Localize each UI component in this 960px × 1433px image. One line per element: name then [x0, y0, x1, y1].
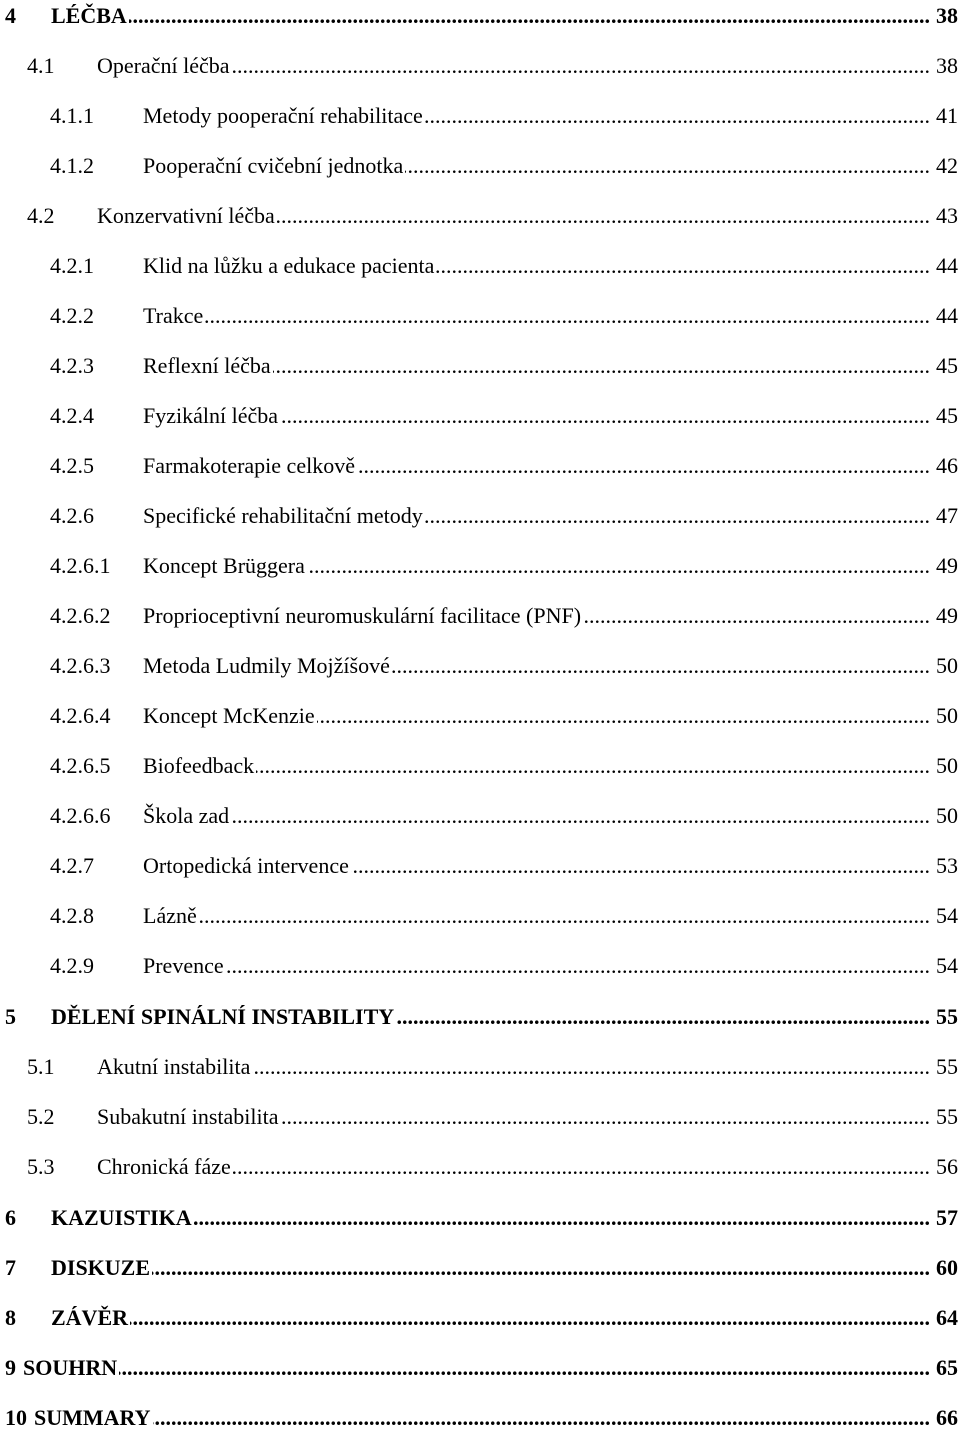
toc-entry[interactable]: [0, 1102, 960, 1132]
toc-entry-title: Trakce: [143, 303, 204, 328]
toc-entry-title: Škola zad: [143, 803, 230, 828]
toc-entry[interactable]: [0, 751, 960, 781]
toc-entry[interactable]: [0, 1353, 960, 1383]
toc-entry-title: Lázně: [143, 903, 197, 928]
toc-entry-page: 42: [936, 153, 958, 178]
toc-entry-page: 46: [936, 453, 958, 478]
toc-entry-page: 55: [936, 1104, 958, 1129]
toc-entry[interactable]: [0, 1253, 960, 1283]
toc-entry-title: Prevence: [143, 953, 224, 978]
toc-entry-title: Koncept Brüggera: [143, 553, 305, 578]
toc-entry-page: 38: [936, 3, 958, 28]
toc-entry-title: Chronická fáze: [97, 1154, 231, 1179]
toc-entry-page: 50: [936, 653, 958, 678]
toc-entry-number: 4.2: [27, 203, 55, 228]
toc-entry-title: Operační léčba: [97, 53, 230, 78]
toc-entry[interactable]: [0, 201, 960, 231]
toc-entry[interactable]: [0, 1203, 960, 1233]
toc-entry-number: 4: [5, 3, 16, 28]
toc-entry-title: DISKUZE: [51, 1255, 151, 1280]
toc-entry[interactable]: [0, 951, 960, 981]
toc-entry-page: 55: [936, 1054, 958, 1079]
toc-entry-number: 4.2.6: [50, 503, 94, 528]
toc-entry-page: 56: [936, 1154, 958, 1179]
toc-entry[interactable]: [0, 251, 960, 281]
toc-entry-number: 4.1: [27, 53, 55, 78]
toc-entry-number: 4.2.2: [50, 303, 94, 328]
toc-entry-title: Metoda Ludmily Mojžíšové: [143, 653, 390, 678]
toc-entry[interactable]: [0, 1002, 960, 1032]
toc-entry-page: 44: [936, 253, 958, 278]
toc-entry-page: 49: [936, 603, 958, 628]
toc-entry-title: Metody pooperační rehabilitace: [143, 103, 423, 128]
toc-entry-page: 54: [936, 953, 958, 978]
toc-entry[interactable]: [0, 1403, 960, 1433]
toc-entry-number: 4.2.8: [50, 903, 94, 928]
toc-entry[interactable]: [0, 151, 960, 181]
toc-entry[interactable]: [0, 851, 960, 881]
toc-entry-number: 4.2.1: [50, 253, 94, 278]
toc-entry-number: 5: [5, 1004, 16, 1029]
toc-entry-title: Klid na lůžku a edukace pacienta: [143, 253, 435, 278]
toc-entry-page: 54: [936, 903, 958, 928]
toc-entry-page: 50: [936, 753, 958, 778]
toc-entry-title: Fyzikální léčba: [143, 403, 279, 428]
toc-entry-page: 65: [936, 1355, 958, 1380]
toc-entry-number: 4.2.6.4: [50, 703, 111, 728]
toc-entry-number: 4.2.9: [50, 953, 94, 978]
toc-entry-number: 4.2.3: [50, 353, 94, 378]
toc-entry-page: 50: [936, 703, 958, 728]
toc-entry-title: LÉČBA: [51, 3, 127, 28]
toc-entry-title: Konzervativní léčba: [97, 203, 275, 228]
toc-entry-number: 4.2.4: [50, 403, 94, 428]
toc-entry-page: 38: [936, 53, 958, 78]
toc-entry-title: SUMMARY: [34, 1405, 151, 1430]
toc-entry[interactable]: [0, 551, 960, 581]
toc-entry-title: Proprioceptivní neuromuskulární facilitace (PNF): [143, 603, 582, 628]
toc-entry[interactable]: [0, 701, 960, 731]
toc-entry-title: ZÁVĚR: [51, 1305, 129, 1330]
toc-entry[interactable]: [0, 601, 960, 631]
toc-entry-title: Subakutní instabilita: [97, 1104, 279, 1129]
toc-entry-number: 4.2.6.6: [50, 803, 111, 828]
toc-entry[interactable]: [0, 101, 960, 131]
toc-entry-page: 49: [936, 553, 958, 578]
toc-entry-number: 10: [5, 1405, 27, 1430]
toc-entry-number: 6: [5, 1205, 16, 1230]
toc-entry-title: Specifické rehabilitační metody: [143, 503, 423, 528]
toc-entry-title: SOUHRN: [23, 1355, 118, 1380]
toc-entry[interactable]: [0, 401, 960, 431]
toc-entry-number: 4.1.2: [50, 153, 94, 178]
toc-entry-page: 41: [936, 103, 958, 128]
toc-entry-number: 4.2.6.1: [50, 553, 111, 578]
toc-entry[interactable]: [0, 1052, 960, 1082]
toc-entry-number: 4.2.6.2: [50, 603, 111, 628]
toc-entry-title: Biofeedback: [143, 753, 255, 778]
toc-entry-number: 4.2.5: [50, 453, 94, 478]
toc-entry[interactable]: [0, 1152, 960, 1182]
toc-entry-number: 4.2.7: [50, 853, 94, 878]
toc-entry-number: 4.2.6.3: [50, 653, 111, 678]
toc-entry-page: 55: [936, 1004, 958, 1029]
toc-entry-title: Koncept McKenzie: [143, 703, 315, 728]
toc-entry-title: Akutní instabilita: [97, 1054, 251, 1079]
toc-entry[interactable]: [0, 801, 960, 831]
toc-entry-page: 43: [936, 203, 958, 228]
toc-entry-number: 5.1: [27, 1054, 55, 1079]
toc-entry-page: 64: [936, 1305, 958, 1330]
toc-entry-page: 53: [936, 853, 958, 878]
toc-entry-title: Pooperační cvičební jednotka: [143, 153, 404, 178]
toc-entry[interactable]: [0, 301, 960, 331]
toc-entry-number: 8: [5, 1305, 16, 1330]
toc-entry-number: 7: [5, 1255, 16, 1280]
toc-entry[interactable]: [0, 51, 960, 81]
toc-entry[interactable]: [0, 651, 960, 681]
toc-entry-number: 4.2.6.5: [50, 753, 111, 778]
toc-entry[interactable]: [0, 501, 960, 531]
toc-entry-page: 45: [936, 353, 958, 378]
toc-entry-number: 5.3: [27, 1154, 55, 1179]
toc-entry[interactable]: [0, 351, 960, 381]
toc-entry-page: 44: [936, 303, 958, 328]
toc-entry-page: 50: [936, 803, 958, 828]
toc-entry-number: 4.1.1: [50, 103, 94, 128]
toc-entry-page: 47: [936, 503, 958, 528]
toc-entry[interactable]: [0, 451, 960, 481]
toc-entry-number: 9: [5, 1355, 16, 1380]
toc-entry[interactable]: [0, 901, 960, 931]
toc-entry-title: DĚLENÍ SPINÁLNÍ INSTABILITY: [51, 1004, 395, 1029]
toc-entry-page: 45: [936, 403, 958, 428]
toc-entry-title: Ortopedická intervence: [143, 853, 349, 878]
toc-entry[interactable]: [0, 1303, 960, 1333]
toc-entry-title: KAZUISTIKA: [51, 1205, 192, 1230]
toc-entry-page: 60: [936, 1255, 958, 1280]
toc-entry-title: Farmakoterapie celkově: [143, 453, 355, 478]
toc-entry[interactable]: [0, 1, 960, 31]
toc-entry-title: Reflexní léčba: [143, 353, 271, 378]
toc-entry-number: 5.2: [27, 1104, 55, 1129]
toc-entry-page: 57: [936, 1205, 958, 1230]
toc-entry-page: 66: [936, 1405, 958, 1430]
